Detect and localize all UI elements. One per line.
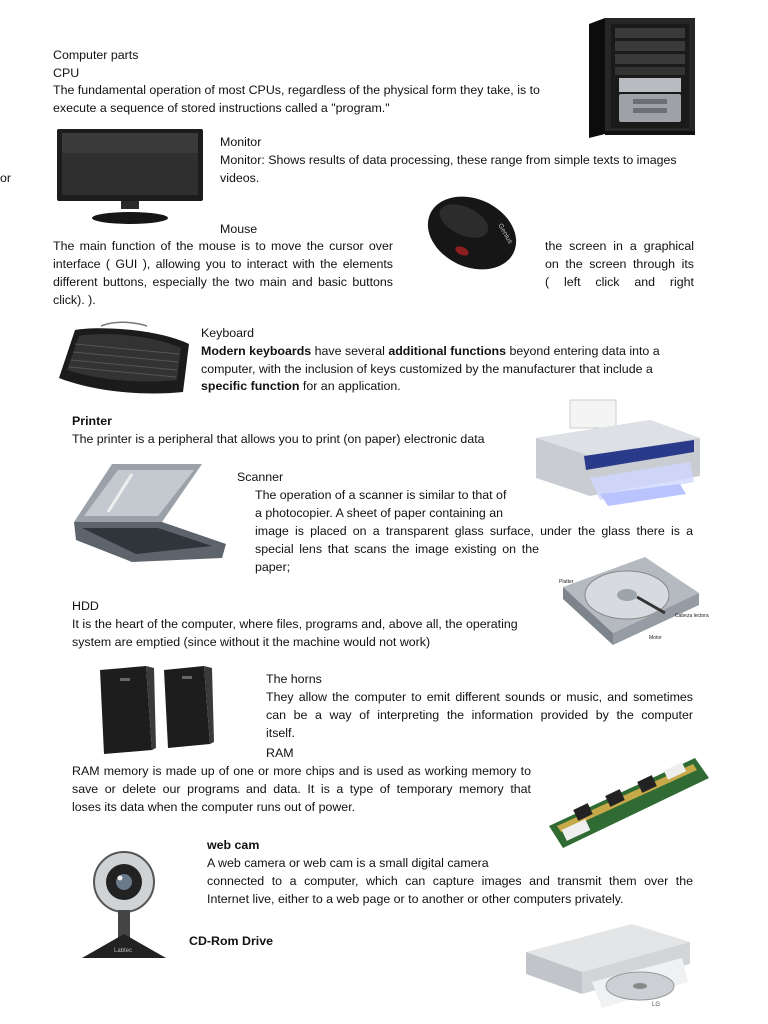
webcam-brand-label: Labtec	[114, 948, 133, 954]
monitor-text-line-1: Monitor: Shows results of data processing, these range from simple texts to images	[220, 153, 677, 167]
monitor-heading: Monitor	[220, 135, 262, 149]
ram-text-line-1: RAM memory is made up of one or more chips and is used as working memory to	[72, 764, 531, 778]
webcam-text-line-2: connected to a computer, which can capture images and transmit them over the	[207, 874, 693, 888]
keyboard-text-span-1: have several	[311, 344, 389, 358]
hdd-image	[553, 553, 709, 653]
cdrom-image	[522, 922, 694, 1014]
hdd-text-line-2: system are emptied (since without it the machine would not work)	[72, 635, 431, 649]
ram-heading: RAM	[266, 746, 294, 760]
horns-text-line-1: They allow the computer to emit different sounds or music, and sometimes	[266, 690, 693, 704]
hdd-label-motor: Motor	[649, 635, 662, 641]
speakers-image	[94, 664, 214, 756]
keyboard-text-line-2: computer, with the inclusion of keys customized by the manufacturer that include a	[201, 362, 653, 376]
ram-text-line-2: save or delete our programs and data. It is a type of temporary memory that	[72, 782, 531, 796]
webcam-heading: web cam	[207, 838, 260, 852]
scanner-image	[72, 462, 228, 566]
mouse-left-line-2: interface ( GUI ), allowing you to interact with the elements	[53, 257, 393, 271]
mouse-image	[412, 185, 532, 285]
keyboard-bold-specific: specific function	[201, 379, 300, 393]
scanner-text-line-2: a photocopier. A sheet of paper containing an	[255, 506, 504, 520]
keyboard-bold-modern: Modern keyboards	[201, 344, 312, 358]
cpu-tower-image	[575, 16, 699, 140]
mouse-right-line-1: the screen in a graphical	[545, 239, 694, 253]
mouse-right-line-3: ( left click and right	[545, 275, 694, 289]
scanner-text-line-5: paper;	[255, 560, 291, 574]
keyboard-image	[55, 322, 193, 400]
scanner-heading: Scanner	[237, 470, 284, 484]
page-title: Computer parts	[53, 48, 139, 62]
monitor-side-word: or	[0, 171, 12, 185]
cdrom-brand-label: LG	[652, 1002, 661, 1008]
mouse-brand-label: Genius	[496, 222, 514, 246]
scanner-text-line-1: The operation of a scanner is similar to that of	[255, 488, 507, 502]
printer-heading: Printer	[72, 414, 112, 428]
cpu-text-line-1: The fundamental operation of most CPUs, regardless of the physical form they take, is to	[53, 83, 540, 97]
cpu-heading: CPU	[53, 66, 80, 80]
keyboard-heading: Keyboard	[201, 326, 255, 340]
mouse-right-line-2: on the screen through its	[545, 257, 694, 271]
ram-text-line-3: loses its data when the computer runs out of power.	[72, 800, 356, 814]
hdd-label-platter: Platter	[559, 579, 574, 585]
hdd-text-line-1: It is the heart of the computer, where files, programs and, above all, the operating	[72, 617, 518, 631]
ram-image	[545, 752, 713, 852]
scanner-text-line-4: special lens that scans the image existing on the	[255, 542, 539, 556]
monitor-image	[55, 128, 205, 228]
keyboard-text-line-1	[201, 342, 660, 360]
cdrom-heading: CD-Rom Drive	[189, 934, 273, 948]
webcam-text-line-3: Internet live, either to a web page or to another or other computers privately.	[207, 892, 624, 906]
webcam-text-line-1: A web camera or web cam is a small digital camera	[207, 856, 489, 870]
keyboard-bold-additional: additional functions	[388, 344, 507, 358]
mouse-left-line-1: The main function of the mouse is to move the cursor over	[53, 239, 393, 253]
mouse-left-line-3: different buttons, especially the two main and basic buttons	[53, 275, 393, 289]
horns-heading: The horns	[266, 672, 322, 686]
horns-text-line-2: can be a way of interpreting the information provided by the computer	[266, 708, 693, 722]
scanner-text-line-3: image is placed on a transparent glass surface, under the glass there is a	[255, 524, 693, 538]
printer-image	[530, 398, 704, 508]
keyboard-text-span-3: for an application.	[299, 379, 401, 393]
mouse-heading: Mouse	[220, 222, 258, 236]
webcam-image	[76, 848, 172, 964]
cpu-text-line-2: execute a sequence of stored instructions called a "program."	[53, 101, 390, 115]
keyboard-text-line-3	[201, 377, 401, 395]
monitor-text-line-2: videos.	[220, 171, 260, 185]
hdd-label-head: Cabeza lectora	[675, 613, 709, 619]
mouse-left-line-4: click). ).	[53, 293, 96, 307]
horns-text-line-3: itself.	[266, 726, 295, 740]
hdd-heading: HDD	[72, 599, 99, 613]
printer-text-line-1: The printer is a peripheral that allows you to print (on paper) electronic data	[72, 432, 485, 446]
keyboard-text-span-2: beyond entering data into a	[506, 344, 660, 358]
